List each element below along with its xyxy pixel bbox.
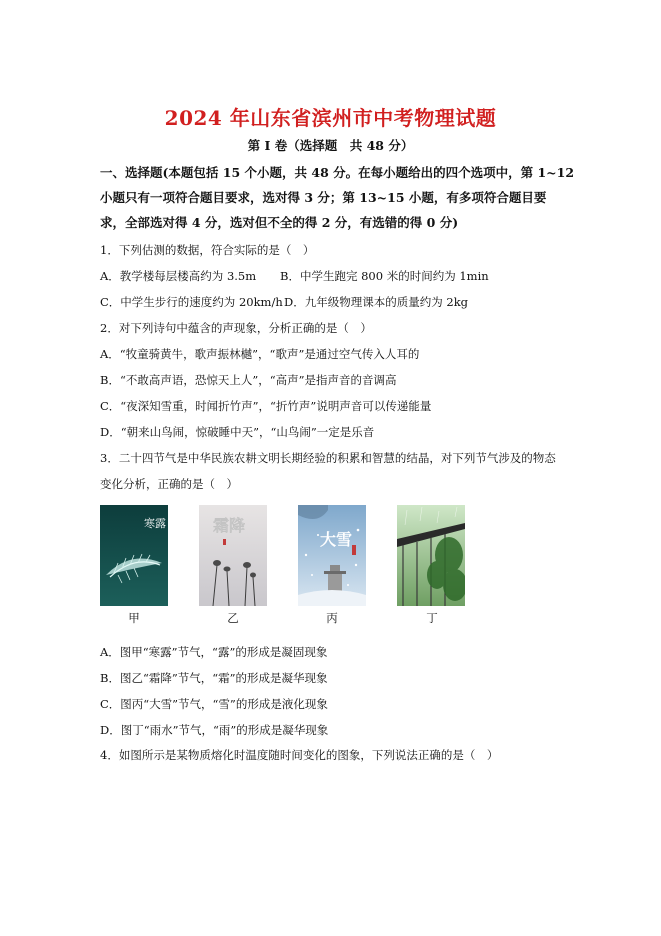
caption-ding: 丁 bbox=[426, 611, 438, 625]
image-bing-label: 大雪 bbox=[320, 530, 353, 549]
image-jia-label: 寒露 bbox=[144, 517, 166, 530]
caption-bing: 丙 bbox=[326, 611, 338, 625]
q1-stem: 1．下列估测的数据，符合实际的是（ ） bbox=[100, 243, 315, 257]
q1-option-c: C．中学生步行的速度约为 20km/h bbox=[100, 295, 283, 309]
image-yi-frost-descent bbox=[199, 505, 267, 606]
section-subtitle: 第 I 卷（选择题 共 48 分） bbox=[247, 138, 414, 153]
caption-jia: 甲 bbox=[128, 611, 140, 625]
section-instructions-line-3: 求，全部选对得 4 分，选对但不全的得 2 分，有选错的得 0 分) bbox=[100, 215, 459, 230]
q2-option-c: C．“夜深知雪重，时闻折竹声”，“折竹声”说明声音可以传递能量 bbox=[100, 399, 432, 413]
q1-option-a: A．教学楼每层楼高约为 3.5m bbox=[100, 269, 257, 283]
q2-option-b: B．“不敢高声语，恐惊天上人”，“高声”是指声音的音调高 bbox=[100, 373, 397, 387]
caption-yi: 乙 bbox=[227, 611, 239, 625]
image-yi-label: 霜降 bbox=[213, 516, 246, 535]
q3-option-b: B．图乙“霜降”节气，“霜”的形成是凝华现象 bbox=[100, 671, 328, 685]
section-instructions-line-2: 小题只有一项符合题目要求，选对得 3 分；第 13~15 小题，有多项符合题目要 bbox=[100, 190, 547, 205]
q3-option-d: D．图丁“雨水”节气，“雨”的形成是凝华现象 bbox=[100, 723, 329, 737]
q1-option-d: D．九年级物理课本的质量约为 2kg bbox=[284, 295, 469, 309]
q3-stem-line-2: 变化分析，正确的是（ ） bbox=[100, 477, 238, 491]
q3-option-a: A．图甲“寒露”节气，“露”的形成是凝固现象 bbox=[100, 645, 328, 659]
exam-title: 2024 年山东省滨州市中考物理试题 bbox=[164, 106, 497, 130]
q4-stem: 4．如图所示是某物质熔化时温度随时间变化的图象，下列说法正确的是（ ） bbox=[100, 748, 499, 762]
q3-stem-line-1: 3．二十四节气是中华民族农耕文明长期经验的积累和智慧的结晶，对下列节气涉及的物态 bbox=[100, 451, 556, 465]
section-instructions-line-1: 一、选择题(本题包括 15 个小题，共 48 分。在每小题给出的四个选项中，第 1~12 bbox=[100, 165, 575, 180]
q2-stem: 2．对下列诗句中蕴含的声现象，分析正确的是（ ） bbox=[100, 321, 372, 335]
q1-option-b: B．中学生跑完 800 米的时间约为 1min bbox=[280, 269, 489, 283]
image-jia-cold-dew bbox=[100, 505, 168, 606]
q2-option-a: A．“牧童骑黄牛，歌声振林樾”，“歌声”是通过空气传入人耳的 bbox=[100, 347, 420, 361]
image-ding-rain-water bbox=[397, 505, 465, 606]
image-bing-heavy-snow bbox=[298, 505, 366, 606]
q3-option-c: C．图丙“大雪”节气，“雪”的形成是液化现象 bbox=[100, 697, 328, 711]
q2-option-d: D．“朝来山鸟闹，惊破睡中天”，“山鸟闹”一定是乐音 bbox=[100, 425, 375, 439]
